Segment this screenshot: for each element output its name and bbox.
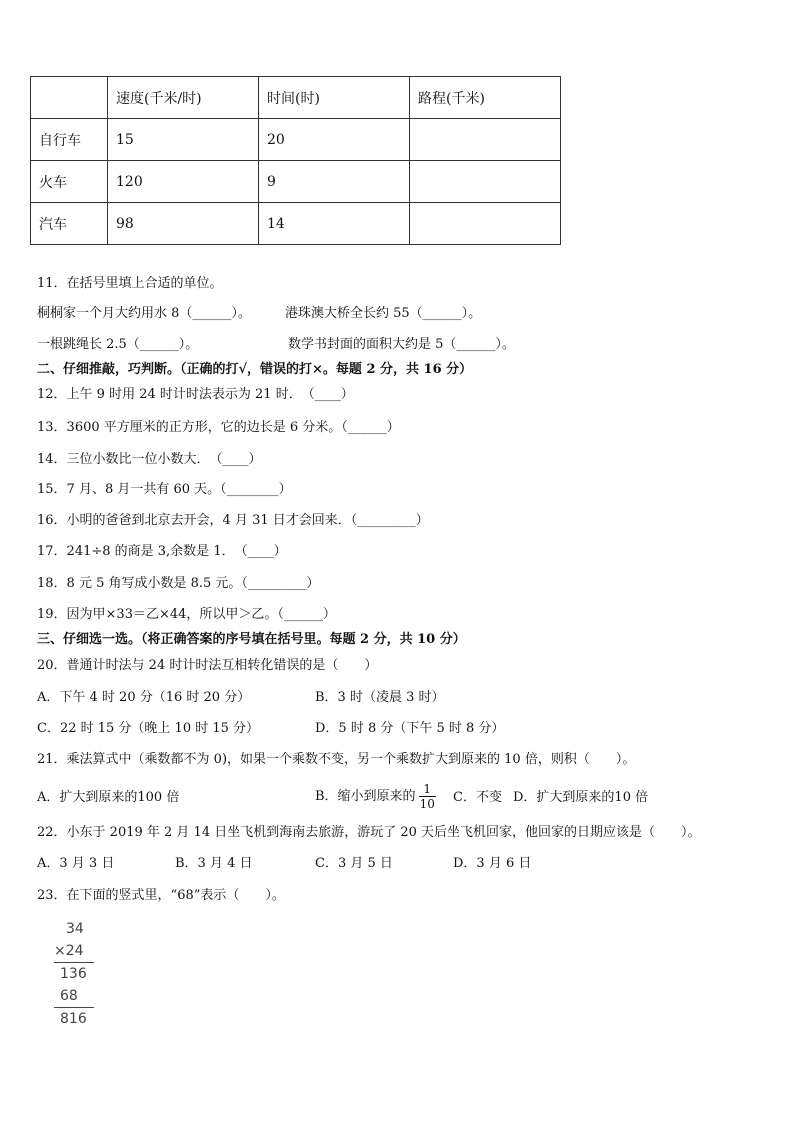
table-cell: 自行车: [31, 119, 108, 161]
table-cell: 120: [108, 161, 259, 203]
question-11-title: 11．在括号里填上合适的单位。: [37, 276, 223, 291]
question-21-option-c[interactable]: C．不变: [453, 790, 502, 805]
table-row: [31, 119, 561, 161]
fraction-denominator: 10: [419, 797, 435, 811]
question-21-stem: 21．乘法算式中（乘数都不为 0)，如果一个乘数不变，另一个乘数扩大到原来的 10 倍，则积（ ）。: [37, 752, 636, 767]
question-23-stem: 23．在下面的竖式里，“68”表示（ ）。: [37, 888, 285, 903]
table-cell: 20: [259, 119, 410, 161]
question-22-option-b[interactable]: B．3 月 4 日: [175, 856, 253, 871]
question-20-option-c[interactable]: C．22 时 15 分（晚上 10 时 15 分）: [37, 721, 260, 736]
question-20-option-d[interactable]: D．5 时 8 分（下午 5 时 8 分）: [315, 721, 505, 736]
table-cell: 14: [259, 203, 410, 245]
question-14[interactable]: 14．三位小数比一位小数大． （____）: [37, 452, 262, 467]
fraction-numerator: 1: [419, 782, 436, 797]
fraction-one-tenth: [419, 782, 436, 811]
question-18[interactable]: 18．8 元 5 角写成小数是 8.5 元。（_________）: [37, 576, 320, 591]
table-cell: 15: [108, 119, 259, 161]
question-21-option-b[interactable]: [315, 777, 439, 817]
table-cell: 98: [108, 203, 259, 245]
table-header-cell: 时间(时): [259, 77, 410, 119]
option-b-text: B．缩小到原来的: [315, 789, 416, 804]
question-11-d[interactable]: 数学书封面的面积大约是 5（______）。: [288, 337, 515, 352]
question-20-option-a[interactable]: A．下午 4 时 20 分（16 时 20 分）: [37, 690, 251, 705]
table-header-row: [31, 77, 561, 119]
section-2-heading: 二、仔细推敲，巧判断。（正确的打√，错误的打×。每题 2 分，共 16 分）: [37, 362, 473, 377]
question-13[interactable]: 13．3600 平方厘米的正方形，它的边长是 6 分米。（______）: [37, 420, 400, 435]
table-cell[interactable]: [410, 203, 561, 245]
question-20-option-b[interactable]: B．3 时（凌晨 3 时）: [315, 690, 445, 705]
question-21-option-a[interactable]: A．扩大到原来的100 倍: [37, 790, 180, 805]
question-11-c[interactable]: 一根跳绳长 2.5（______）。: [37, 337, 199, 352]
question-22-option-d[interactable]: D．3 月 6 日: [453, 856, 532, 871]
table-header-cell: 路程(千米): [410, 77, 561, 119]
multiplier: ×24: [54, 940, 94, 963]
table-header-cell: 速度(千米/时): [108, 77, 259, 119]
table-cell: 火车: [31, 161, 108, 203]
speed-time-distance-table: [30, 76, 561, 245]
question-22-option-c[interactable]: C．3 月 5 日: [315, 856, 393, 871]
table-cell[interactable]: [410, 119, 561, 161]
question-16[interactable]: 16．小明的爸爸到北京去开会，4 月 31 日才会回来．（_________）: [37, 513, 429, 528]
table-cell: 汽车: [31, 203, 108, 245]
vertical-multiplication: [54, 918, 94, 1030]
question-12[interactable]: 12．上午 9 时用 24 时计时法表示为 21 时． （____）: [37, 387, 354, 402]
table-cell[interactable]: [410, 161, 561, 203]
partial-product-2: 68: [54, 985, 94, 1008]
table-row: [31, 161, 561, 203]
question-11-b[interactable]: 港珠澳大桥全长约 55（______）。: [285, 306, 482, 321]
question-22-stem: 22．小东于 2019 年 2 月 14 日坐飞机到海南去旅游，游玩了 20 天后坐飞机回家，他回家的日期应该是（ ）。: [37, 825, 701, 840]
table-header-cell: [31, 77, 108, 119]
question-21-option-d[interactable]: D．扩大到原来的10 倍: [513, 790, 649, 805]
partial-product-1: 136: [60, 966, 87, 982]
question-19[interactable]: 19．因为甲×33＝乙×44，所以甲＞乙。（______）: [37, 607, 336, 622]
section-3-heading: 三、仔细选一选。（将正确答案的序号填在括号里。每题 2 分，共 10 分）: [37, 632, 466, 647]
product: 816: [60, 1011, 87, 1027]
table-row: [31, 203, 561, 245]
question-15[interactable]: 15．7 月、8 月一共有 60 天。（________）: [37, 482, 292, 497]
question-11-a[interactable]: 桐桐家一个月大约用水 8（______）。: [37, 306, 251, 321]
multiplicand: 34: [66, 921, 84, 937]
question-20-stem: 20．普通计时法与 24 时计时法互相转化错误的是（ ）: [37, 658, 378, 673]
question-17[interactable]: 17．241÷8 的商是 3,余数是 1． （____）: [37, 544, 287, 559]
question-22-option-a[interactable]: A．3 月 3 日: [37, 856, 115, 871]
table-cell: 9: [259, 161, 410, 203]
